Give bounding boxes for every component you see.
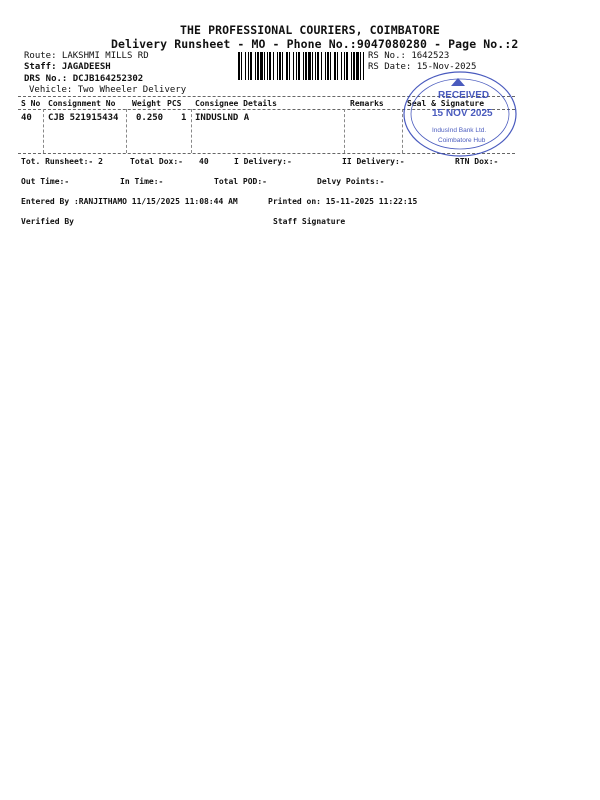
vehicle-label: Vehicle: Two Wheeler Delivery: [29, 85, 187, 95]
barcode-bar: [305, 52, 307, 80]
barcode-bar: [360, 52, 361, 80]
barcode-bar: [341, 52, 342, 80]
barcode-bar: [298, 52, 300, 80]
received-stamp: [398, 66, 520, 158]
barcode-bar: [321, 52, 322, 80]
barcode-bar: [327, 52, 329, 80]
barcode-bar: [289, 52, 290, 80]
barcode-bar: [296, 52, 297, 80]
drs-number: DRS No.: DCJB164252302: [24, 74, 144, 84]
barcode-bar: [303, 52, 304, 80]
rs-date: RS Date: 15-Nov-2025: [368, 62, 477, 72]
barcode-bar: [273, 52, 274, 80]
barcode-bar: [308, 52, 311, 80]
total-dox-value: 40: [199, 157, 209, 166]
stamp-date: 15 NOV 2025: [432, 108, 493, 119]
stamp-line2: Coimbatore Hub: [438, 137, 486, 144]
entered-by: Entered By :RANJITHAMO 11/15/2025 11:08:44 AM: [21, 197, 238, 206]
barcode-bar: [344, 52, 345, 80]
barcode-bar: [267, 52, 268, 80]
verified-by: Verified By: [21, 217, 74, 226]
col-separator: [43, 109, 44, 153]
stamp-line1: IndusInd Bank Ltd.: [432, 127, 487, 134]
barcode-bar: [356, 52, 359, 80]
col-header-sno: S No: [21, 99, 41, 108]
barcode-bar: [260, 52, 263, 80]
row-consignee: INDUSLND A: [195, 113, 250, 123]
barcode-bar: [286, 52, 288, 80]
row-pcs: 1: [181, 113, 187, 123]
barcode-bar: [353, 52, 355, 80]
barcode-bar: [293, 52, 294, 80]
barcode-bar: [255, 52, 256, 80]
i-delivery: I Delivery:-: [234, 157, 292, 166]
in-time: In Time:-: [120, 177, 164, 186]
stamp-received: RECEIVED: [438, 90, 490, 101]
col-header-pcs: PCS: [167, 99, 182, 108]
total-pod: Total POD:-: [214, 177, 267, 186]
barcode: [238, 52, 366, 80]
col-header-consignee: Consignee Details: [195, 99, 277, 108]
barcode-bar: [248, 52, 249, 80]
row-consignment: CJB 521915434: [48, 113, 119, 123]
company-title: THE PROFESSIONAL COURIERS, COIMBATORE: [180, 23, 440, 37]
barcode-bar: [312, 52, 313, 80]
staff-label: Staff: JAGADEESH: [24, 62, 111, 72]
barcode-bar: [241, 52, 242, 80]
ii-delivery: II Delivery:-: [342, 157, 405, 166]
out-time: Out Time:-: [21, 177, 70, 186]
col-separator: [191, 109, 192, 153]
barcode-bar: [325, 52, 326, 80]
barcode-bar: [346, 52, 348, 80]
printed-on: Printed on: 15-11-2025 11:22:15: [268, 197, 418, 206]
barcode-bar: [257, 52, 259, 80]
col-header-weight: Weight: [132, 99, 161, 108]
barcode-bar: [238, 52, 240, 80]
barcode-bar: [250, 52, 252, 80]
row-weight: 0.250: [136, 113, 164, 123]
route-label: Route: LAKSHMI MILLS RD: [24, 51, 149, 61]
barcode-bar: [330, 52, 331, 80]
col-header-consignment: Consignment No: [48, 99, 116, 108]
barcode-bar: [277, 52, 278, 80]
rs-number: RS No.: 1642523: [368, 51, 450, 61]
barcode-bar: [334, 52, 336, 80]
col-separator: [126, 109, 127, 153]
col-header-seal: Seal & Signature: [407, 99, 485, 108]
barcode-bar: [264, 52, 265, 80]
barcode-bar: [351, 52, 352, 80]
barcode-bar: [282, 52, 283, 80]
barcode-bar: [315, 52, 316, 80]
staff-signature: Staff Signature: [273, 217, 346, 226]
row-sno: 40: [21, 113, 32, 123]
barcode-bar: [337, 52, 338, 80]
barcode-bar: [363, 52, 364, 80]
total-dox-label: Total Dox:-: [130, 157, 183, 166]
total-runsheet: Tot. Runsheet:- 2: [21, 157, 103, 166]
barcode-bar: [317, 52, 319, 80]
runsheet-subtitle: Delivery Runsheet - MO - Phone No.:9047080280 - Page No.:2: [111, 37, 519, 51]
rtn-dox: RTN Dox:-: [455, 157, 499, 166]
col-header-remarks: Remarks: [350, 99, 384, 108]
barcode-bar: [269, 52, 271, 80]
barcode-bar: [279, 52, 281, 80]
delvy-points: Delvy Points:-: [317, 177, 385, 186]
barcode-bar: [245, 52, 246, 80]
col-separator: [344, 109, 345, 153]
